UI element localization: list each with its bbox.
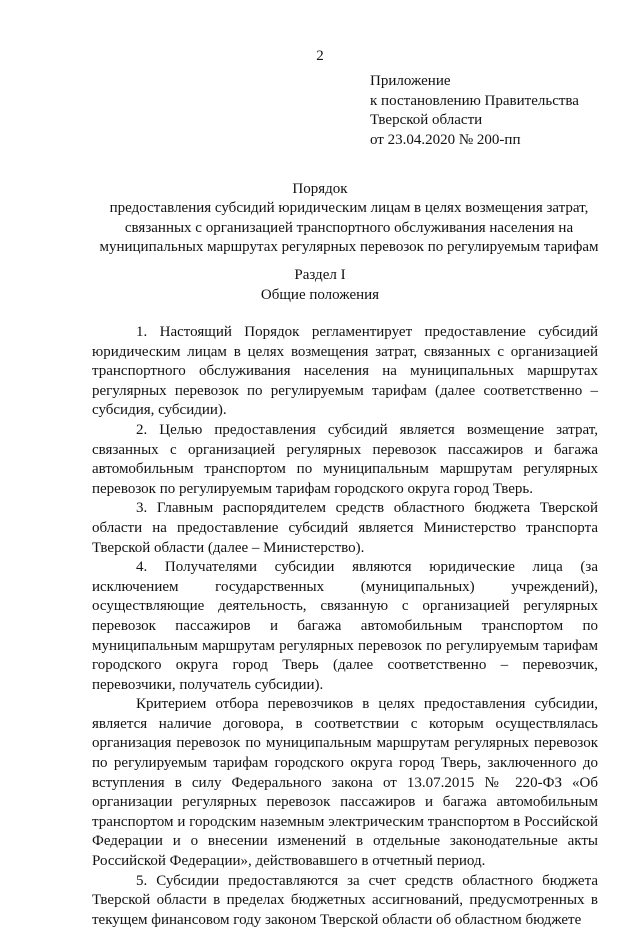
subtitle-line: связанных с организацией транспортного обслуживания населения на [124,219,574,236]
document-subtitle [88,199,610,258]
section-name: Общие положения [260,286,380,303]
document-title: Порядок [292,181,348,197]
appendix-line: Приложение [370,73,451,89]
paragraph-criteria: Критерием отбора перевозчиков в целях предоставления субсидии, является наличие договора, в соответствии с которым осуществлялась организация перевозок по муниципальным маршрутам регулярных перевозок по регулируемым тарифам городского округа город Тверь, заключенного до вступления в силу Федерального закона от 13.07.2015 № 220-ФЗ «Об организации регулярных перевозок пассажиров и багажа автомобильным транспортом и городским наземным электрическим транспортом в Российской Федерации и о внесении изменений в отдельные законодательные акты Российской Федерации», действовавшего в отчетный период. [92,696,598,870]
appendix-line: Тверской области [370,112,483,128]
subtitle-line: предоставления субсидий юридическим лицам в целях возмещения затрат, [109,200,589,216]
paragraph-4: 4. Получателями субсидии являются юридические лица (за исключением государственных (муниципальных) учреждений), осуществляющие деятельность, связанную с организацией регулярных перевозок пассажиров и багажа автомобильным транспортом по муниципальным маршрутам регулярных перевозок по регулируемым тарифам городского округа город Тверь (далее соответственно – перевозчик, перевозчики, получатель субсидии). [92,559,598,693]
subtitle-line: муниципальных маршрутах регулярных перевозок по регулируемым тарифам [99,239,599,255]
appendix-line: от 23.04.2020 № 200-пп [370,131,521,148]
section-heading [0,266,640,305]
paragraph-5: 5. Субсидии предоставляются за счет средств областного бюджета Тверской области в пределах бюджетных ассигнований, предусмотренных в текущем финансовом году законом Тверской области об областном бюджете [92,872,598,928]
appendix-line: к постановлению Правительства [370,92,579,109]
appendix-block [370,72,620,150]
document-body [92,323,598,930]
section-number: Раздел I [294,267,346,283]
paragraph-1: 1. Настоящий Порядок регламентирует предоставление субсидий юридическим лицам в целях возмещения затрат, связанных с организацией транспортного обслуживания населения на муниципальных маршрутах регулярных перевозок по регулируемым тарифам (далее соответственно – субсидия, субсидии). [92,324,598,419]
paragraph-3: 3. Главным распорядителем средств областного бюджета Тверской области на предоставление субсидий является Министерство транспорта Тверской области (далее – Министерство). [92,500,598,556]
page-number: 2 [316,48,324,64]
paragraph-2: 2. Целью предоставления субсидий является возмещение затрат, связанных с организацией регулярных перевозок пассажиров и багажа автомобильным транспортом по муниципальным маршрутам регулярных перевозок по регулируемым тарифам городского округа город Тверь. [92,421,598,497]
